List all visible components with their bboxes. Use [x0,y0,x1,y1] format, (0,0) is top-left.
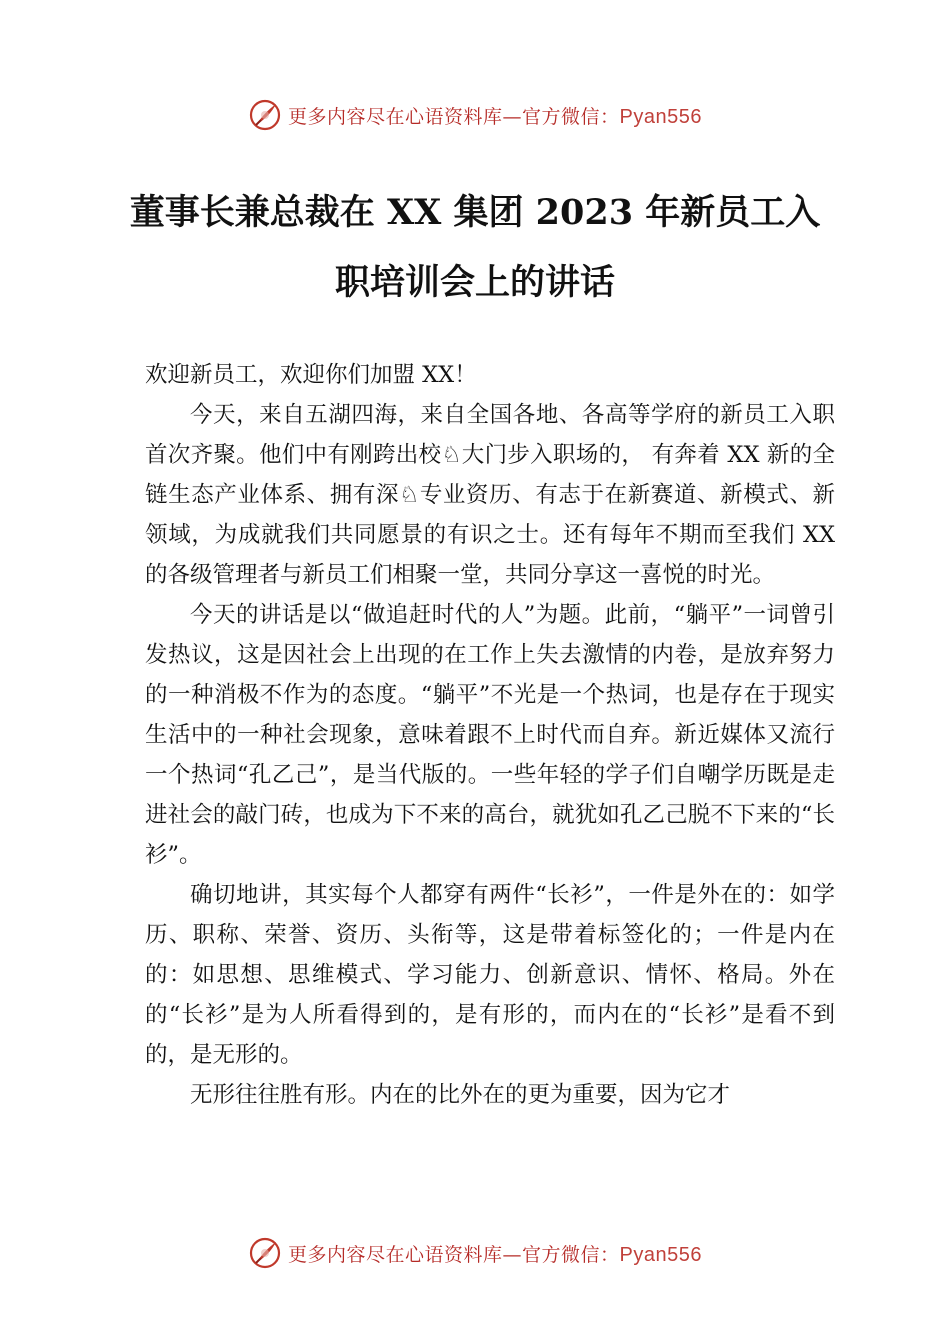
quill-pen-seal-icon [248,98,282,132]
paragraph: 无形往往胜有形。内在的比外在的更为重要，因为它才 [190,1082,731,1108]
greeting: 欢迎新员工，欢迎你们加盟 XX！ [145,362,477,388]
title-line-2: 职培训会上的讲话 [334,262,615,303]
document-body [145,355,835,1115]
paragraph: 确切地讲，其实每个人都穿有两件“长衫”，一件是外在的：如学历、职称、荣誉、资历、头衔等，这是带着标签化的；一件是内在的：如思想、思维模式、学习能力、创新意识、情怀、格局。外在的“长衫”是为人所看得到的，是有形的，而内在的“长衫”是看不到的，是无形的。 [145,882,835,1068]
quill-pen-seal-icon [248,1236,282,1270]
title-line-1: 董事长兼总裁在 XX 集团 2023 年新员工入 [129,192,821,233]
header-banner [0,95,950,135]
wechat-id: Pyan556 [619,105,702,128]
banner-text: 更多内容尽在心语资料库—官方微信：Pyan556 [288,105,702,128]
footer-banner [0,1233,950,1273]
banner-text: 更多内容尽在心语资料库—官方微信：Pyan556 [288,1243,702,1266]
wechat-id: Pyan556 [619,1243,702,1266]
document-title [120,178,830,318]
paragraph: 今天，来自五湖四海，来自全国各地、各高等学府的新员工入职首次齐聚。他们中有刚跨出校♘大门步入职场的， 有奔着 XX 新的全链生态产业体系、拥有深♘专业资历、有志于在新赛道、新模式、新领域，为成就我们共同愿景的有识之士。还有每年不期而至我们 XX 的各级管理者与新员工们相聚一堂，共同分享这一喜悦的时光。 [145,402,835,588]
paragraph: 今天的讲话是以“做追赶时代的人”为题。此前，“躺平”一词曾引发热议，这是因社会上出现的在工作上失去激情的内卷，是放弃努力的一种消极不作为的态度。“躺平”不光是一个热词，也是存在于现实生活中的一种社会现象，意味着跟不上时代而自弃。新近媒体又流行一个热词“孔乙己”，是当代版的。一些年轻的学子们自嘲学历既是走进社会的敲门砖，也成为下不来的高台，就犹如孔乙己脱不下来的“长衫”。 [145,602,835,868]
